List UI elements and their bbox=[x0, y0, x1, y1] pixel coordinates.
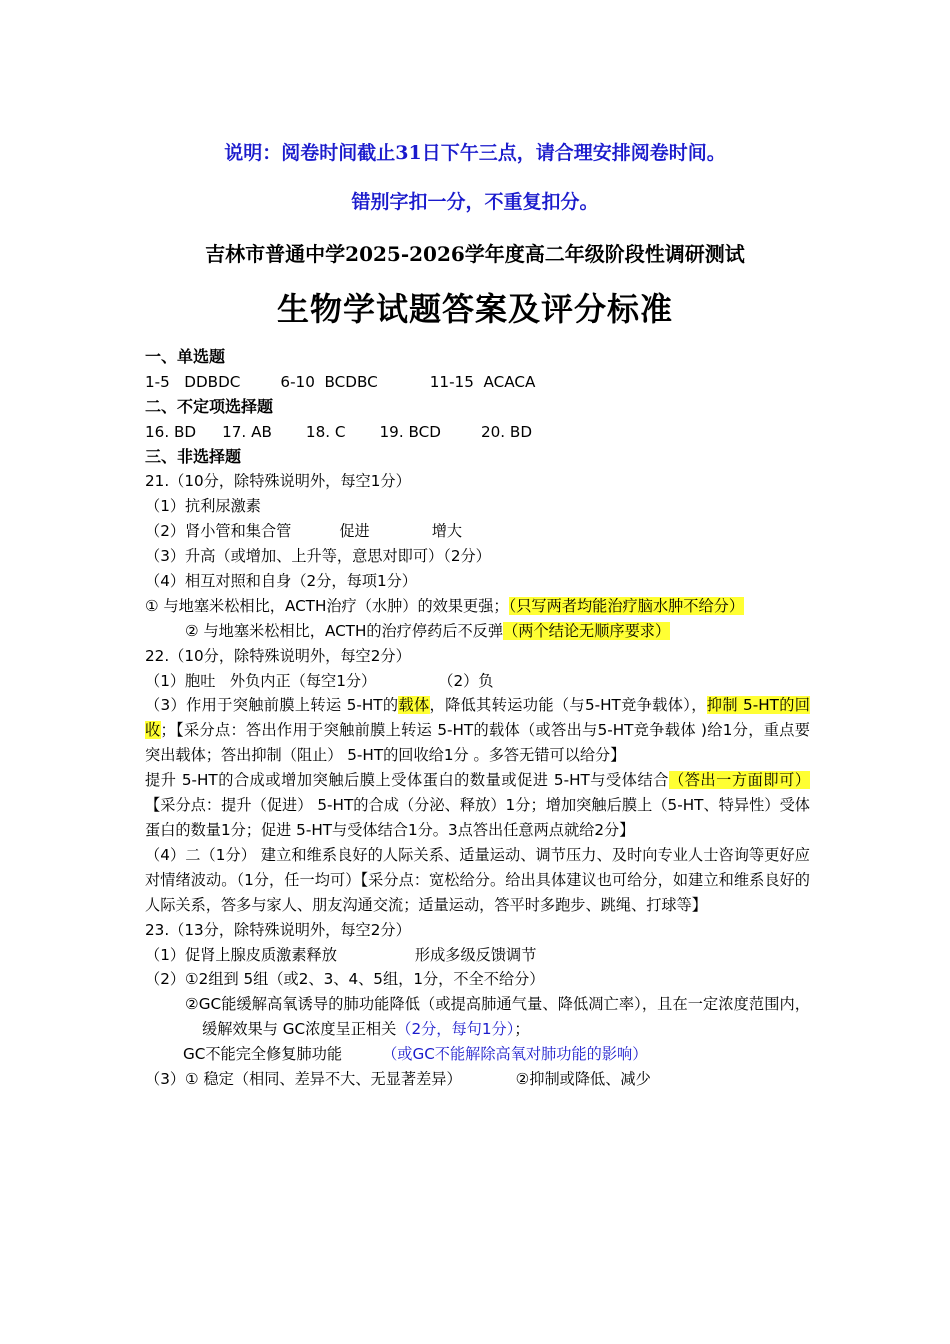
section-heading-non-choice: 三、非选择题 bbox=[145, 446, 242, 466]
q23-part1-answer-b: 形成多级反馈调节 bbox=[414, 945, 537, 964]
q22-part3 bbox=[145, 693, 810, 768]
q22-part3-text: ，降低其转运功能（与5-HT竞争载体）， bbox=[429, 696, 707, 715]
section-heading-multi-choice: 二、不定项选择题 bbox=[145, 396, 274, 416]
section-heading-single-choice: 一、单选题 bbox=[145, 347, 226, 366]
q23-heading: 23.（13分，除特殊说明外，每空2分） bbox=[145, 920, 411, 939]
q21-conclusion-2 bbox=[145, 619, 810, 644]
page-title: 生物学试题答案及评分标准 bbox=[276, 290, 673, 328]
q22-heading: 22.（10分，除特殊说明外，每空2分） bbox=[145, 646, 411, 665]
answer-content bbox=[145, 345, 810, 1092]
q23-part2b-end: ； bbox=[514, 1020, 530, 1039]
answer-item: 18. C bbox=[305, 422, 346, 441]
q23-part2c-note: （或GC不能解除高氧对肺功能的影响） bbox=[382, 1045, 648, 1064]
q21-part3: （3）升高（或增加、上升等，意思对即可）（2分） bbox=[145, 547, 491, 566]
school-title: 吉林市普通中学2025-2026学年度高二年级阶段性调研测试 bbox=[205, 242, 745, 266]
answer-item: 17. AB bbox=[222, 422, 272, 441]
answer-group: 6-10 BCDBC bbox=[280, 372, 378, 391]
answer-group: 11-15 ACACA bbox=[429, 372, 536, 391]
q21-conclusion-1 bbox=[105, 594, 810, 619]
notice-line-1: 说明：阅卷时间截止31日下午三点，请合理安排阅卷时间。 bbox=[224, 142, 726, 164]
q21-part2-answer-a: （2）肾小管和集合管 bbox=[145, 522, 292, 541]
q23-part3 bbox=[145, 1067, 810, 1092]
q23-part1 bbox=[145, 943, 810, 968]
q21-part4: （4）相互对照和自身（2分，每项1分） bbox=[145, 572, 417, 591]
q21-conclusion-1-note: （只写两者均能治疗脑水肿不给分） bbox=[508, 596, 745, 615]
q22-part3-text: （3）作用于突触前膜上转运 5-HT的 bbox=[145, 696, 399, 715]
q22-part1: （1）胞吐 外负内正（每空1分） bbox=[145, 671, 377, 690]
q22-part3-scoring: ；【采分点：答出作用于突触前膜上转运 5-HT的载体（或答出与5-HT竞争载体 )给1分，重点要突出载体；答出抑制（阻止） 5-HT的回收给1分 。多答无错可以给分】 bbox=[145, 721, 810, 765]
q23-part2b-text: ②GC能缓解高氧诱导的肺功能降低（或提高肺通气量、降低凋亡率），且在一定浓度范围内，缓解效果与 GC浓度呈正相关 bbox=[185, 995, 810, 1039]
q21-conclusion-2-text: ② 与地塞米松相比，ACTH的治疗停药后不反弹 bbox=[185, 621, 504, 640]
notice-line-2: 错别字扣一分，不重复扣分。 bbox=[351, 191, 599, 213]
q22-parts-1-2 bbox=[145, 669, 810, 694]
q22-part3-highlight-carrier: 载体 bbox=[398, 696, 430, 715]
q23-part2-a: （2）①2组到 5组（或2、3、4、5组，1分，不全不给分） bbox=[145, 970, 545, 989]
q23-part2-b bbox=[145, 992, 810, 1042]
q22-part2: （2）负 bbox=[438, 671, 494, 690]
q21-heading: 21.（10分，除特殊说明外，每空1分） bbox=[145, 472, 411, 491]
q22-part4: （4）二（1分） 建立和维系良好的人际关系、适量运动、调节压力、及时向专业人士咨询等更好应对情绪波动。（1分，任一均可）【采分点：宽松给分。给出具体建议也可给分，如建立和维系良好的人际关系，答多与家人、朋友沟通交流；适量运动，答平时多跑步、跳绳、打球等】 bbox=[145, 845, 810, 914]
q23-part2b-note: （2分，每句1分） bbox=[396, 1020, 515, 1039]
q22-part3b-highlight: （答出一方面即可） bbox=[668, 771, 810, 790]
q23-part2-c bbox=[145, 1042, 810, 1067]
answer-item: 19. BCD bbox=[379, 422, 441, 441]
q22-part3-b bbox=[145, 768, 810, 843]
answer-item: 20. BD bbox=[480, 422, 533, 441]
multi-choice-answers bbox=[145, 420, 810, 445]
answer-group: 1-5 DDBDC bbox=[145, 372, 241, 391]
q23-part1-answer-a: （1）促肾上腺皮质激素释放 bbox=[145, 945, 337, 964]
q22-part3b-scoring: 【采分点：提升（促进） 5-HT的合成（分泌、释放）1分；增加突触后膜上（5-HT、特异性）受体蛋白的数量1分；促进 5-HT与受体结合1分。3点答出任意两点就给2分】 bbox=[145, 796, 810, 840]
q21-conclusion-1-text: ① 与地塞米松相比，ACTH治疗（水肿）的效果更强； bbox=[145, 596, 509, 615]
q21-part2-answer-b: 促进 bbox=[339, 522, 370, 541]
q21-part2 bbox=[145, 519, 810, 544]
single-choice-answers bbox=[145, 370, 810, 395]
answer-item: 16. BD bbox=[145, 422, 197, 441]
q23-part3-answer-a: （3）① 稳定（相同、差异不大、无显著差异） bbox=[145, 1070, 462, 1089]
q23-part3-answer-b: ②抑制或降低、减少 bbox=[515, 1070, 651, 1089]
q21-part1: （1）抗利尿激素 bbox=[145, 497, 261, 516]
q22-part3-highlight-reuptake: 抑制 5-HT的回收 bbox=[145, 696, 810, 740]
q21-part2-answer-c: 增大 bbox=[431, 522, 463, 541]
q23-part2c-text: GC不能完全修复肺功能 bbox=[183, 1045, 343, 1064]
q21-conclusion-2-note: （两个结论无顺序要求） bbox=[503, 621, 671, 640]
q22-part3b-text: 提升 5-HT的合成或增加突触后膜上受体蛋白的数量或促进 5-HT与受体结合 bbox=[145, 771, 669, 790]
